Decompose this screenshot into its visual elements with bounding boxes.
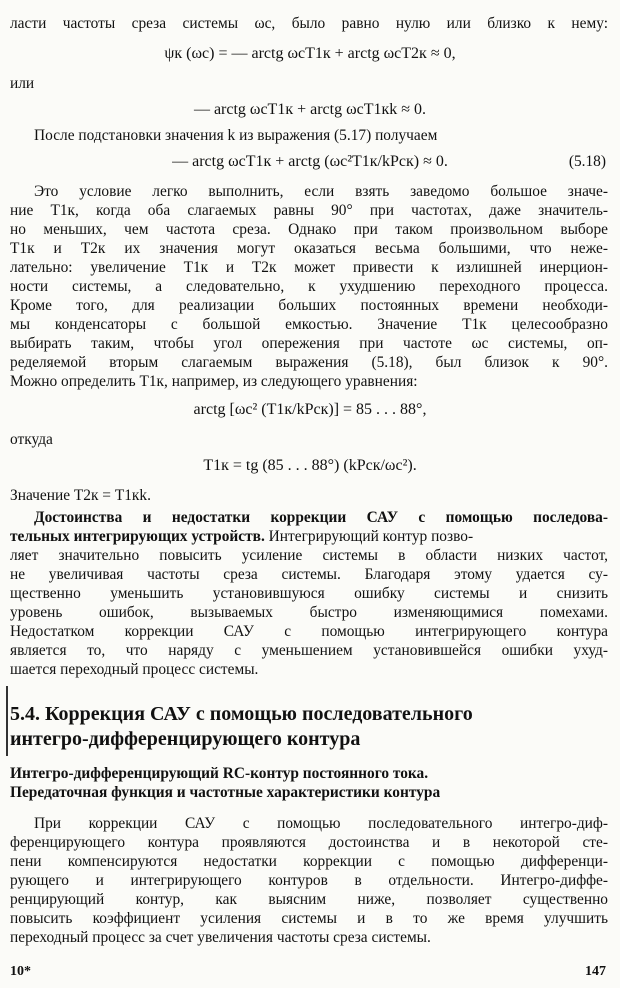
text-line bbox=[10, 527, 608, 546]
text-line: но меньших, чем частота среза. Однако при таком произвольном выборе bbox=[10, 221, 608, 238]
text-line: ренцирующий контур, как выясним ниже, позволяет существенно bbox=[10, 891, 608, 908]
text-line: Это условие легко выполнить, если взять заведомо большое значе- bbox=[34, 183, 608, 200]
text-line: Кроме того, для реализации больших постоянных времени необходи- bbox=[10, 297, 608, 314]
text-line: уровень ошибок, вызываемых быстро изменяющимися помехами. bbox=[10, 604, 608, 621]
text-line: лательно: увеличение T1к и T2к может привести к излишней инерцион- bbox=[10, 259, 608, 276]
text-line: Можно определить T1к, например, из следующего уравнения: bbox=[10, 373, 418, 390]
text-line: выбирать таким, чтобы угол опережения при частоте ωс системы, оп- bbox=[10, 335, 608, 352]
section-title: 5.4. Коррекция САУ с помощью последовательного bbox=[10, 703, 473, 725]
page-number: 147 bbox=[585, 964, 606, 979]
text-line: щественно уменьшить установившуюся ошибку системы и снизить bbox=[10, 585, 608, 602]
text-line: переходный процесс за счет увеличения частоты среза системы. bbox=[10, 929, 431, 946]
equation-number: (5.18) bbox=[568, 153, 606, 170]
text-line: откуда bbox=[10, 431, 53, 448]
text-line: пени компенсируются недостатки коррекции с помощью дифференци- bbox=[10, 853, 608, 870]
text-line: ласти частоты среза системы ωс, было равно нулю или близко к нему: bbox=[10, 15, 608, 32]
subsection-title: Передаточная функция и частотные характеристики контура bbox=[10, 784, 441, 801]
footer-signature: 10* bbox=[10, 964, 31, 979]
margin-bar bbox=[6, 686, 8, 756]
text-line: T1к и T2к их значения могут оказаться весьма большими, что неже- bbox=[10, 240, 608, 257]
text-line: не увеличивая частоты среза системы. Благодаря этому удается су- bbox=[10, 566, 608, 583]
text-line: ференцирующего контура проявляются достоинства и в некоторой сте- bbox=[10, 834, 608, 851]
paragraph-heading: Достоинства и недостатки коррекции САУ с помощью последова- bbox=[34, 509, 608, 526]
equation: T1к = tg (85 . . . 88°) (kPск/ωc²). bbox=[203, 457, 417, 474]
text-line: Значение T2к = T1кk. bbox=[10, 487, 151, 504]
text-line: ляет значительно повысить усиление системы в области низких частот, bbox=[10, 547, 608, 564]
text-line: или bbox=[10, 75, 35, 92]
text-line: шается переходный процесс системы. bbox=[10, 661, 259, 678]
paragraph-heading-end: тельных интегрирующих устройств. bbox=[10, 528, 265, 545]
text-line: мы конденсаторы с большой емкостью. Значение T1к целесообразно bbox=[10, 316, 608, 333]
text-line: ности системы, а следовательно, к ухудшению переходного процесса. bbox=[10, 278, 608, 295]
text-line: После подстановки значения k из выражения (5.17) получаем bbox=[34, 127, 438, 144]
text-line: повысить коэффициент усиления системы и в то же время улучшить bbox=[10, 910, 608, 927]
subsection-title: Интегро-дифференцирующий RC-контур постоянного тока. bbox=[10, 765, 429, 782]
equation: arctg [ωc² (T1к/kPск)] = 85 . . . 88°, bbox=[193, 401, 427, 418]
text-run: Интегрирующий контур позво- bbox=[264, 528, 474, 545]
text-line: ределяемой вторым слагаемым выражения (5.18), был близок к 90°. bbox=[10, 354, 608, 371]
text-line: является то, что наряду с уменьшением установившейся ошибки ухуд- bbox=[10, 642, 608, 659]
equation: — arctg ωcT1к + arctg (ωc²T1к/kPск) ≈ 0. bbox=[172, 153, 448, 170]
text-line: рующего и интегрирующего контуров в отдельности. Интегро-диффе- bbox=[10, 872, 608, 889]
equation: — arctg ωcT1к + arctg ωcT1кk ≈ 0. bbox=[193, 101, 427, 118]
text-line: При коррекции САУ с помощью последовательного интегро-диф- bbox=[34, 815, 608, 832]
equation: ψк (ωс) = — arctg ωсT1к + arctg ωсT2к ≈ 0, bbox=[164, 45, 456, 62]
text-line: Недостатком коррекции САУ с помощью интегрирующего контура bbox=[10, 623, 608, 640]
section-title: интегро-дифференцирующего контура bbox=[10, 728, 361, 750]
text-line: ние T1к, когда оба слагаемых равны 90° при частотах, даже значитель- bbox=[10, 202, 608, 219]
